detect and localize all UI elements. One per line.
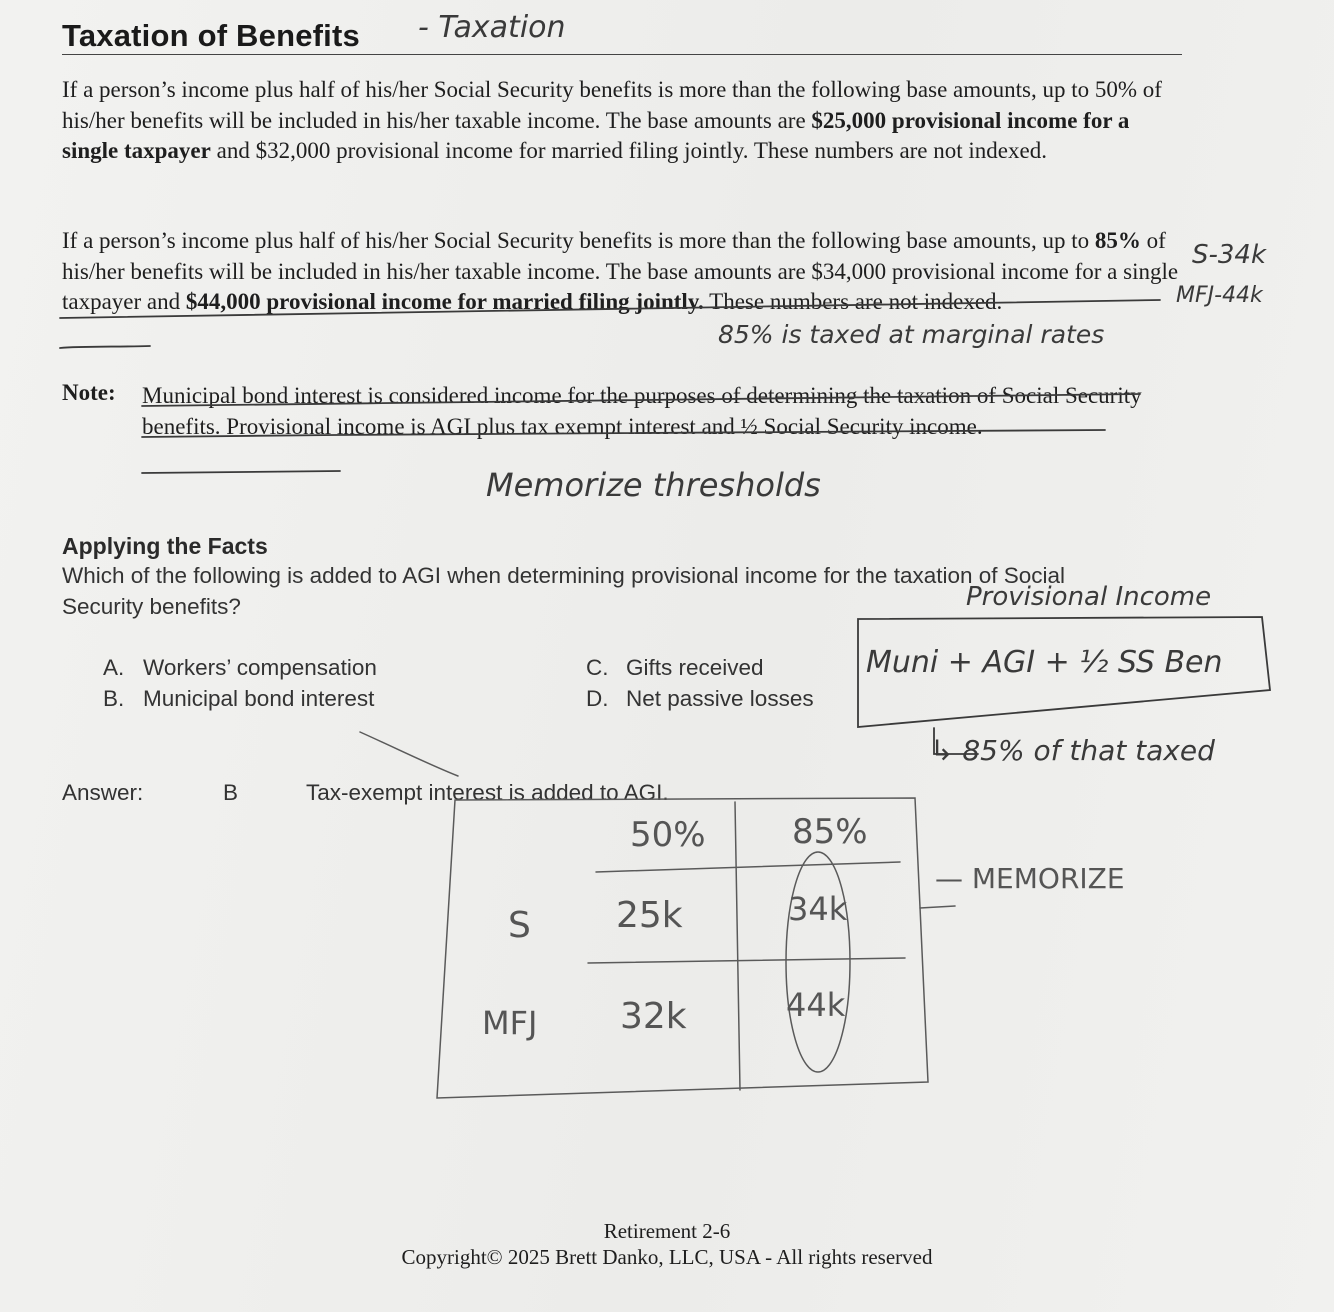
memorize-dash <box>920 906 955 908</box>
hw-table-single-85: 34k <box>788 890 848 928</box>
pencil-table-divider-v <box>735 802 740 1090</box>
option-b-letter: B. <box>103 686 125 711</box>
hw-table-mfj-50: 32k <box>620 996 687 1037</box>
pencil-oval-85 <box>786 852 850 1072</box>
footer-copyright: Copyright© 2025 Brett Danko, LLC, USA - All rights reserved <box>401 1245 933 1269</box>
hw-provisional-formula: Muni + AGI + ½ SS Ben <box>866 645 1223 680</box>
question-text: Which of the following is added to AGI when determining provisional income for the taxation of Social Security benefits? <box>62 563 1066 619</box>
answer-label: Answer: <box>62 780 144 805</box>
paragraph2-bold: $44,000 provisional income for married filing jointly. <box>185 289 704 314</box>
paragraph2-lead: If a person’s income plus half of his/her Social Security benefits is more than the following base amounts, up to <box>62 228 1095 253</box>
hw-marginal-note: 85% is taxed at marginal rates <box>718 320 1105 349</box>
option-d-letter: D. <box>586 686 609 711</box>
paragraph1-lead: If a person’s income plus half of his/her Social Security benefits is more than the following base amounts, up to 50% of his/her benefits will be included in his/her taxable income. The base amounts are <box>62 77 1162 133</box>
paragraph2-bold-pct: 85% <box>1094 228 1141 253</box>
pencil-table-row-rule <box>588 958 905 963</box>
hw-mfj-note: MFJ-44k <box>1176 283 1263 308</box>
underline-34k <box>60 300 1160 318</box>
hw-memorize: — MEMORIZE <box>935 862 1125 895</box>
hw-provisional-title: Provisional Income <box>966 582 1212 612</box>
hw-memorize-thresholds: Memorize thresholds <box>486 466 821 504</box>
option-c-letter: C. <box>586 655 609 680</box>
option-a-text: Workers’ compensation <box>143 655 377 680</box>
option-d-text: Net passive losses <box>626 686 814 711</box>
option-c-text: Gifts received <box>626 655 764 680</box>
paragraph2-mid: of his/her benefits will be included in his/her taxable income. The base amounts are $34,000 provisional income for a single taxpayer and <box>62 228 1179 314</box>
hw-table-mfj-85: 44k <box>786 986 846 1024</box>
hw-single-note: S-34k <box>1192 240 1267 270</box>
hw-table-col-50: 50% <box>630 815 706 855</box>
option-b-text: Municipal bond interest <box>143 686 375 711</box>
pencil-table-header-rule <box>596 862 900 872</box>
section-heading: Taxation of Benefits <box>62 18 360 53</box>
hw-table-row-single: S <box>508 905 531 946</box>
underline-note-1 <box>142 394 1140 406</box>
applying-heading: Applying the Facts <box>62 533 268 559</box>
option-a-letter: A. <box>103 655 125 680</box>
paragraph1-tail: and $32,000 provisional income for married filing jointly. These numbers are not indexed. <box>210 138 1047 163</box>
hw-85-percent-taxed: ↳ 85% of that taxed <box>930 734 1215 767</box>
note-label: Note: <box>62 380 116 405</box>
underline-note-2 <box>142 430 1105 437</box>
footer-page-number: Retirement 2-6 <box>603 1219 731 1243</box>
note-text: Municipal bond interest is considered income for the purposes of determining the taxation of Social Security benefits. Provisional income is AGI plus tax exempt interest and ½ Social Security income. <box>142 383 1142 439</box>
paragraph2-tail: These numbers are not indexed. <box>703 289 1003 314</box>
hw-table-row-mfj: MFJ <box>482 1004 538 1042</box>
hw-title-note: - Taxation <box>418 10 566 45</box>
pencil-stray-stroke <box>360 732 458 776</box>
underline-jointly <box>60 346 150 348</box>
paragraph1-bold: $25,000 provisional income for a single taxpayer <box>62 107 1130 163</box>
answer-letter: B <box>223 780 239 805</box>
underline-note-3 <box>142 471 340 473</box>
hw-table-single-50: 25k <box>616 895 683 936</box>
hw-table-col-85: 85% <box>792 812 868 852</box>
answer-explanation: Tax-exempt interest is added to AGI. <box>306 780 669 805</box>
